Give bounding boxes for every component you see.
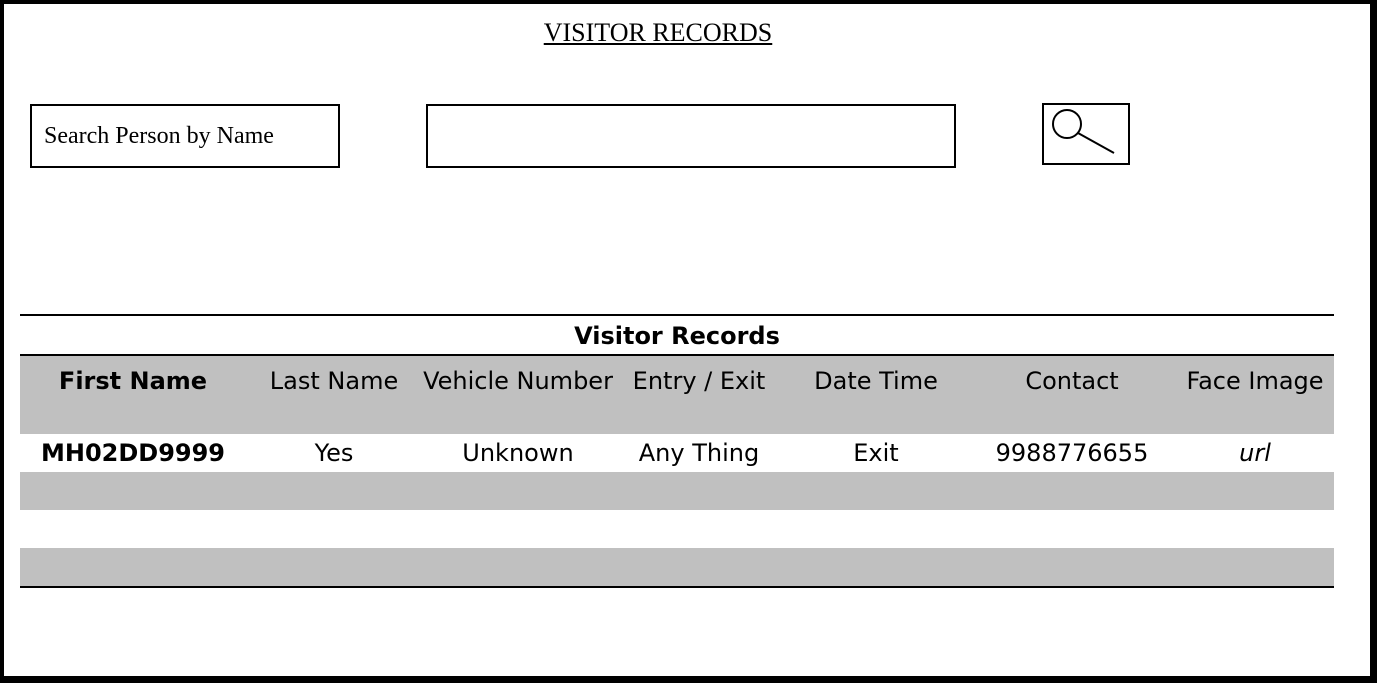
cell-last-name xyxy=(246,510,422,548)
table-row[interactable] xyxy=(20,510,1334,548)
cell-vehicle-number xyxy=(422,472,614,510)
search-icon xyxy=(1044,105,1128,163)
cell-entry-exit xyxy=(614,472,784,510)
cell-face-image-link xyxy=(1176,548,1334,586)
cell-entry-exit xyxy=(614,548,784,586)
cell-face-image-link xyxy=(1176,510,1334,548)
column-header-first-name: First Name xyxy=(58,367,208,395)
table-row[interactable] xyxy=(20,434,1334,472)
cell-vehicle-number xyxy=(422,548,614,586)
table-row[interactable] xyxy=(20,548,1334,586)
table-row[interactable] xyxy=(20,472,1334,510)
search-label-text: Search Person by Name xyxy=(44,122,274,149)
cell-first-name xyxy=(20,472,246,510)
cell-contact xyxy=(968,472,1176,510)
cell-contact xyxy=(968,510,1176,548)
cell-last-name: Yes xyxy=(314,439,354,467)
cell-entry-exit xyxy=(614,510,784,548)
column-header-last-name: Last Name xyxy=(269,367,399,395)
cell-last-name xyxy=(246,472,422,510)
cell-face-image-link xyxy=(1176,472,1334,510)
search-button[interactable] xyxy=(1042,103,1130,165)
column-header-contact: Contact xyxy=(1025,367,1119,395)
search-input[interactable] xyxy=(426,104,956,168)
cell-last-name xyxy=(246,548,422,586)
column-header-vehicle-number: Vehicle Number xyxy=(423,367,613,395)
column-header-date-time: Date Time xyxy=(814,367,938,395)
cell-entry-exit: Any Thing xyxy=(638,439,760,467)
table-bottom-rule xyxy=(20,586,1334,588)
search-label xyxy=(30,104,340,168)
cell-date-time xyxy=(784,510,968,548)
column-header-entry-exit: Entry / Exit xyxy=(632,367,766,395)
table-header-row xyxy=(20,356,1334,434)
records-grid xyxy=(20,356,1334,586)
cell-contact xyxy=(968,548,1176,586)
cell-first-name xyxy=(20,510,246,548)
cell-date-time xyxy=(784,548,968,586)
cell-face-image-link[interactable]: url xyxy=(1239,439,1271,467)
cell-first-name xyxy=(20,548,246,586)
column-header-face-image: Face Image xyxy=(1186,367,1324,395)
cell-contact: 9988776655 xyxy=(995,439,1149,467)
table-caption: Visitor Records xyxy=(20,316,1334,356)
cell-first-name: MH02DD9999 xyxy=(40,439,225,467)
cell-date-time: Exit xyxy=(853,439,899,467)
visitor-records-table xyxy=(20,314,1334,588)
cell-vehicle-number xyxy=(422,510,614,548)
cell-date-time xyxy=(784,472,968,510)
cell-vehicle-number: Unknown xyxy=(462,439,574,467)
page-title: VISITOR RECORDS xyxy=(543,18,773,47)
